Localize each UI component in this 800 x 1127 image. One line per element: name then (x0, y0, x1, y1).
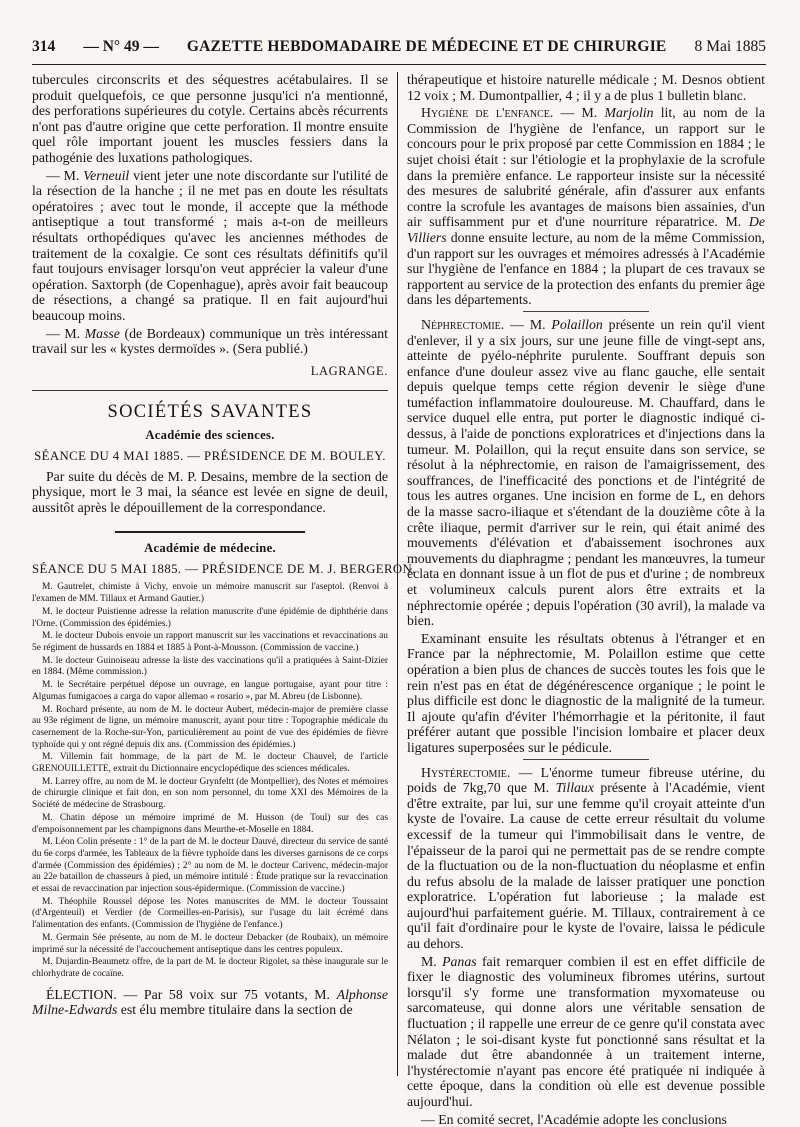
page-number: 314 (32, 38, 56, 55)
paragraph-continuation: thérapeutique et histoire naturelle médicale ; M. Desnos obtient 12 voix ; M. Dumontpallier, 4 ; il y a de plus 1 bulletin blanc. (407, 72, 765, 103)
paragraph-desains: Par suite du décès de M. P. Desains, membre de la section de physique, mort le 3 mai, la séance est levée en signe de deuil, aussitôt après le dépouillement de la correspondance. (32, 468, 388, 515)
item-divider (523, 311, 649, 312)
author-polaillon: Polaillon (551, 316, 603, 332)
correspondence-item: M. Léon Colin présente : 1° de la part de M. le docteur Dauvé, directeur du service de santé du 6e corps d'armée, les Tableaux de la fièvre typhoïde dans les diverses garnisons de ce corps d'armée (Commission des épidémies) ; 2° au nom de M. le docteur Carivenc, médecin-major au 22e bataillon de chasseurs à pied, un mémoire intitulé : Étude pratique sur la revaccination et essai de revaccination par injection sous-épidermique. (Commission de vaccine.) (32, 837, 388, 895)
paragraph-masse: — M. Masse (de Bordeaux) communique un très intéressant travail sur les « kystes dermoïdes ». (Sera publié.) (32, 325, 388, 357)
paragraph-election: ÉLECTION. — Par 58 voix sur 75 votants, M. Alphonse Milne-Edwards est élu membre titulaire dans la section de (32, 986, 388, 1018)
correspondence-item: M. le Secrétaire perpétuel dépose un ouvrage, en langue portugaise, ayant pour titre : Algumas fumigacoes a carga do vapor allemao « rosario », par M. Abreu (de Lisbonne). (32, 680, 388, 702)
author-tillaux: Tillaux (555, 780, 594, 796)
correspondence-item: M. Gautrelet, chimiste à Vichy, envoie un mémoire manuscrit sur l'aseptol. (Renvoi à l'examen de MM. Tillaux et Armand Gautier.) (32, 582, 388, 605)
paragraph-verneuil: — M. Verneuil vient jeter une note discordante sur l'utilité de la résection de la hanche ; il ne met pas en doute les résultats opératoires ; avec tout le monde, il accepte que la méthode antiseptique a tout transformé ; mais a-t-on de meilleurs résultats orthopédiques qu'avec les anciennes méthodes de traitement de la coxalgie. Ce sont ces résultats définitifs qu'il faut toujours envisager lorsqu'on veut apprécier la valeur d'une opération. Saxtorph (de Copenhague), après avoir fait beaucoup de résections, a changé sa pratique. Il en fait aujourd'hui beaucoup moins. (32, 167, 388, 323)
academie-medecine-heading: Académie de médecine. (144, 541, 276, 556)
paragraph-examinant: Examinant ensuite les résultats obtenus à l'étranger et en France par la néphrectomie, M. Polaillon estime que cette opération a bien plus de chances de succès toutes les fois que le rein n'est pas en état de dégénérescence organique ; le point le plus difficile est donc le diagnostic de la malignité de la tumeur. Il ajoute qu'afin d'éviter l'hémorrhagie et la péritonite, il faut préférer autant que possible l'incision lombaire et placer deux ligatures superposées sur le pédicule. (407, 630, 765, 755)
paragraph-hygiene: Hygiène de l'enfance. — M. Marjolin lit, au nom de la Commission de l'hygiène de l'enfance, un rapport sur le concours pour le prix proposé par cette Commission en 1884 ; le sujet choisi était : sur l'étiologie et la prophylaxie de la scrofule dans la première enfance. Le rapporteur insiste sur la nécessité des mesures de salubrité générale, afin d'assurer aux enfants contre la scrofule les avantages de maisons bien assainies, d'un air suffisamment pur et d'une nourriture réparatrice. M. De Villiers donne ensuite lecture, au nom de la même Commission, d'un rapport sur les ouvrages et mémoires adressés à l'Académie sur l'hygiène de l'enfance en 1884 ; la plupart de ces travaux se rapportent au service de la protection des enfants du premier âge dans les départements. (407, 105, 765, 308)
issue-number: — N° 49 — (83, 38, 159, 55)
academy-divider (115, 531, 305, 533)
paragraph-hysterectomie: Hystérectomie. — L'énorme tumeur fibreuse utérine, du poids de 7kg,70 que M. Tillaux présente à l'Académie, vient d'être extraite, par lui, sur une femme qu'il croyait atteinte d'un kyste de l'ovaire. La cause de cette erreur résultait du volume excessif de la tumeur qui l'immobilisait dans le ventre, de l'épaisseur de la paroi qui ne permettait pas de se rendre compte de la fluctuation ou de la non-fluctuation du néoplasme et enfin du refus absolu de la malade de laisser pratiquer une ponction exploratrice. L'opération fut laborieuse ; la malade est aujourd'hui parfaitement guérie. M. Tillaux, contrairement à ce qu'il fait d'ordinaire pour le kyste de l'ovaire, laissa le pédicule au dehors. (407, 764, 765, 952)
correspondence-item: M. Germain Sée présente, au nom de M. le docteur Debacker (de Roubaix), un mémoire imprimé sur la nécessité de l'accouchement antiseptique dans les centres populeux. (32, 932, 388, 955)
paragraph-nephrectomie: Néphrectomie. — M. Polaillon présente un rein qu'il vient d'enlever, il y a six jours, sur une jeune fille de vingt-sept ans, atteinte de pyélo-néphrite purulente. Souffrant depuis son enfance d'une douleur assez vive au flanc gauche, elle sentait depuis quelque temps cette région devenir le siège d'une tuméfaction inflammatoire douloureuse. M. Chauffard, dans le service duquel elle entra, put porter le diagnostic indiqué ci-dessus, à l'aide de ponctions exploratrices et d'injections dans la tumeur. M. Polaillon, qui la reçut ensuite dans son service, se résolut à la néphrectomie, en raison de l'amaigrissement, des souffrances, de l'inefficacité des ponctions et de l'intégrité de tous les autres organes. Une incision en forme de L, en dehors de la masse sacro-iliaque et s'étendant de la douzième côte à la crête iliaque, permit d'arriver sur le rein, qui était animé des mouvements d'élévation et d'abaissement isochrones aux mouvements du diaphragme ; pendant les manœuvres, la tumeur éclata en donnant issue à un flot de pus et d'urine ; de nombreux et volumineux calculs purent alors être extraits et la néphrectomie opérée ; depuis l'opération (30 avril), la malade va bien. (407, 316, 765, 629)
item-divider (523, 759, 649, 760)
seance-sciences: SÉANCE DU 4 MAI 1885. — PRÉSIDENCE DE M. BOULEY. (34, 448, 386, 463)
left-column (32, 72, 416, 1082)
hysterectomie-label: Hystérectomie. (421, 764, 511, 780)
correspondence-item: M. Larrey offre, au nom de M. le docteur Grynfeltt (de Montpellier), des Notes et mémoires de chirurgie clinique et fait don, en son nom personnel, du tome XXI des Mémoires de la Société de médecine de Strasbourg. (32, 776, 388, 811)
section-divider (32, 390, 388, 391)
section-title-societes: SOCIÉTÉS SAVANTES (107, 401, 313, 422)
correspondence-item: M. Rochard présente, au nom de M. le docteur Aubert, médecin-major de première classe au 93e régiment de ligne, un mémoire manuscrit, ayant pour titre : Topographie médicale du casernement de la Roche-sur-Yon, particulièrement au point de vue des épidémies de fièvre typhoïde qui y ont régné depuis dix ans. (Commission des épidémies.) (32, 704, 388, 750)
correspondence-item: M. le docteur Guinoiseau adresse la liste des vaccinations qu'il a pratiquées à Saint-Dizier en 1884. (Même commission.) (32, 655, 388, 678)
author-verneuil: Verneuil (83, 167, 130, 183)
paragraph-comite: — En comité secret, l'Académie adopte les conclusions (421, 1111, 727, 1127)
author-masse: Masse (84, 325, 120, 341)
correspondence-item: M. le docteur Dubois envoie un rapport manuscrit sur les vaccinations et revaccinations au 5e régiment de hussards en 1884 et 1885 à Pont-à-Mousson. (Commission de vaccine.) (32, 631, 388, 653)
paragraph-tubercules: tubercules circonscrits et des séquestres acétabulaires. Il se produit quelquefois, ce que personne jusqu'ici n'a mentionné, des perforations supérieures du cotyle. Certains abcès récurrents n'ont pas d'autre origine que cette perforation. Il montre ensuite quel rôle important jouent les muscles fessiers dans la pathogénie des luxations pathologiques. (32, 72, 388, 165)
correspondence-item: M. Chatin dépose un mémoire imprimé de M. Husson (de Toul) sur des cas d'empoisonnement par les champignons dans Meurthe-et-Moselle en 1884. (32, 812, 388, 835)
correspondence-item: M. le docteur Puistienne adresse la relation manuscrite d'une épidémie de diphthérie dans l'Orne. (Commission des épidémies.) (32, 606, 388, 629)
right-column (407, 72, 765, 1127)
academie-sciences-heading: Académie des sciences. (145, 427, 275, 442)
author-milne-edwards: Alphonse Milne-Edwards (32, 986, 388, 1018)
correspondence-list (32, 582, 388, 980)
signature: LAGRANGE. (310, 363, 388, 378)
seance-medecine: SÉANCE DU 5 MAI 1885. — PRÉSIDENCE DE M. J. BERGERON. (32, 562, 416, 577)
issue-date: 8 Mai 1885 (694, 38, 766, 55)
hygiene-label: Hygiène de l'enfance. (421, 105, 554, 121)
election-label: ÉLECTION. (46, 986, 117, 1002)
running-header (32, 38, 766, 60)
author-panas: Panas (442, 953, 477, 969)
nephrectomie-label: Néphrectomie. (421, 316, 505, 332)
correspondence-item: M. Dujardin-Beaumetz offre, de la part de M. le docteur Rigolet, sa thèse inaugurale sur le chlorhydrate de cocaïne. (32, 957, 388, 979)
header-rule (32, 64, 766, 65)
correspondence-item: M. Villemin fait hommage, de la part de M. le docteur Chauvel, de l'article GRENOUILLETTE, extrait du Dictionnaire encyclopédique des sciences médicales. (32, 752, 388, 775)
author-marjolin: Marjolin (604, 105, 654, 121)
journal-title: GAZETTE HEBDOMADAIRE DE MÉDECINE ET DE CHIRURGIE (186, 38, 667, 55)
correspondence-item: M. Théophile Roussel dépose les Notes manuscrites de MM. le docteur Toussaint (d'Argenteuil) et Verdier (de Cormeilles-en-Parisis), sur l'usage du lait écrémé dans l'alimentation des enfants. (Commission de l'hygiène de l'enfance.) (32, 896, 388, 931)
author-de-villiers: De Villiers (407, 214, 765, 245)
paragraph-panas: M. Panas fait remarquer combien il est en effet difficile de fixer le diagnostic des volumineux fibromes utérins, surtout lorsqu'il s'y forme une transformation myxomateuse ou sarcomateuse, qui donne alors une véritable sensation de fluctuation ; il rappelle une erreur de ce genre qu'il constata avec Nélaton ; le soi-disant kyste fut ponctionné sans résultat et la malade dut être abandonnée à un traitement interne, l'hystérectomie n'ayant pas encore été pratiquée ni indiquée à cette époque, dans la condition où elle est devenue possible aujourd'hui. (407, 953, 765, 1109)
